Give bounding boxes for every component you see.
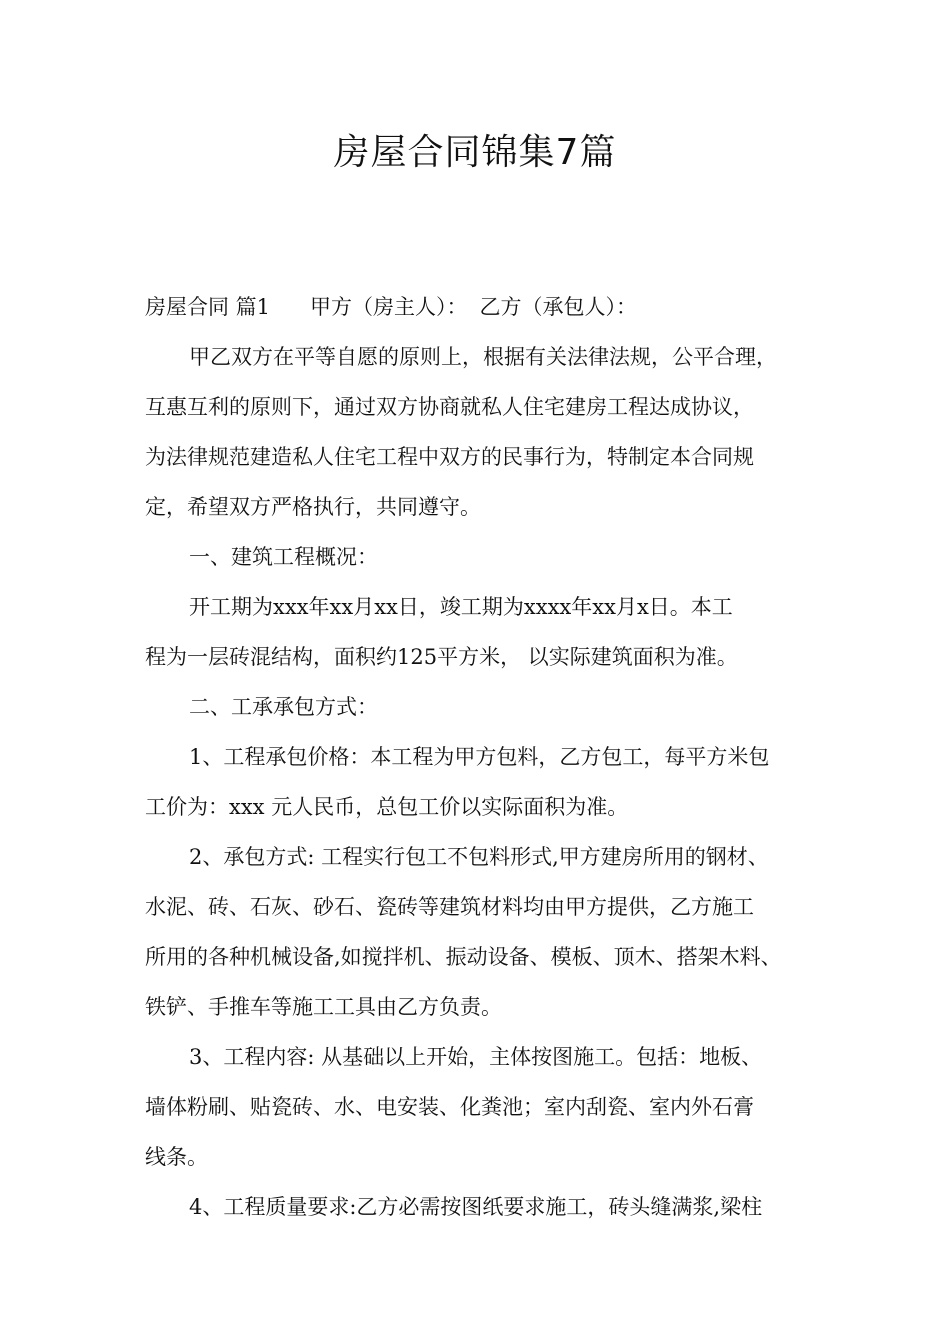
text-line: 互惠互利的原则下，通过双方协商就私人住宅建房工程达成协议， — [145, 395, 754, 419]
text-line: 铁铲、手推车等施工工具由乙方负责。 — [145, 995, 502, 1019]
party-b-label: 乙方（承包人）： — [479, 295, 638, 319]
text-line: 4、工程质量要求:乙方必需按图纸要求施工，砖头缝满浆,梁柱 — [189, 1195, 763, 1219]
document-title: 房屋合同锦集7篇 — [333, 132, 617, 173]
text-line: 一、建筑工程概况： — [189, 545, 378, 569]
text-line: 开工期为xxx年xx月xx日，竣工期为xxxx年xx月x日。本工 — [189, 595, 733, 619]
section-heading: 房屋合同 篇1 — [145, 295, 271, 319]
paragraph-lines — [145, 332, 825, 1232]
document-body — [145, 282, 825, 1232]
text-line: 甲乙双方在平等自愿的原则上，根据有关法律法规，公平合理， — [189, 345, 777, 369]
text-line: 为法律规范建造私人住宅工程中双方的民事行为，特制定本合同规 — [145, 445, 754, 469]
text-line: 1、工程承包价格：本工程为甲方包料，乙方包工，每平方米包 — [189, 745, 770, 769]
text-line: 定，希望双方严格执行，共同遵守。 — [145, 495, 481, 519]
text-line: 程为一层砖混结构，面积约125平方米， 以实际建筑面积为准。 — [145, 645, 738, 669]
text-line: 墙体粉刷、贴瓷砖、水、电安装、化粪池；室内刮瓷、室内外石膏 — [145, 1095, 754, 1119]
text-line: 2、承包方式: 工程实行包工不包料形式,甲方建房所用的钢材、 — [189, 845, 769, 869]
text-line: 线条。 — [145, 1145, 208, 1169]
text-line: 水泥、砖、石灰、砂石、瓷砖等建筑材料均由甲方提供，乙方施工 — [145, 895, 754, 919]
text-line: 3、工程内容: 从基础以上开始，主体按图施工。包括：地板、 — [189, 1045, 763, 1069]
text-line: 所用的各种机械设备,如搅拌机、振动设备、模板、顶木、搭架木料、 — [145, 945, 782, 969]
text-line: 工价为：xxx 元人民币，总包工价以实际面积为准。 — [145, 795, 629, 819]
contract-header-line — [145, 282, 825, 332]
party-a-label: 甲方（房主人）： — [310, 295, 468, 319]
text-line: 二、工承承包方式： — [189, 695, 378, 719]
